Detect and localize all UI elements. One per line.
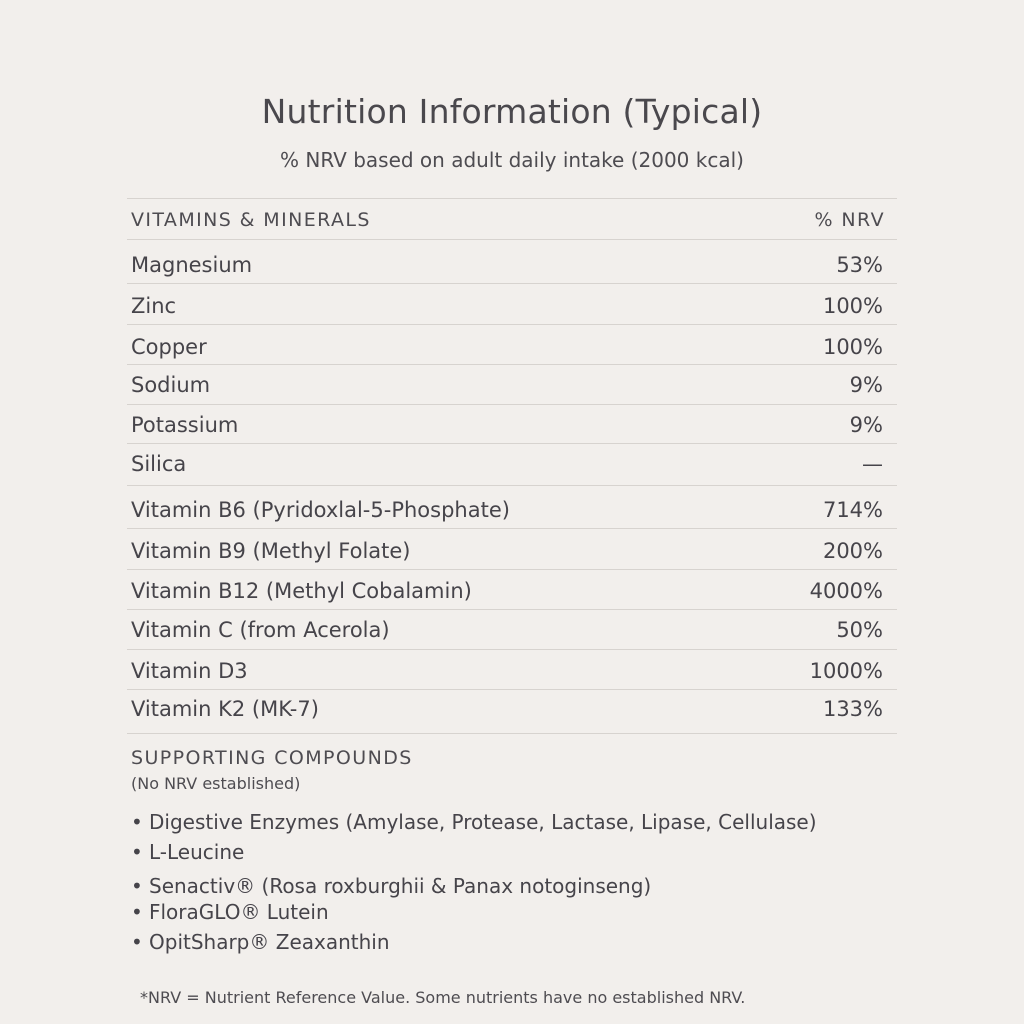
- nutrient-name: Vitamin D3: [131, 659, 248, 683]
- nutrient-name: Sodium: [131, 373, 211, 397]
- nrv-value: 53%: [836, 253, 883, 277]
- compound-name: L-Leucine: [149, 840, 245, 864]
- nutrient-name: Vitamin B12 (Methyl Cobalamin): [131, 579, 472, 603]
- nutrient-name: Silica: [131, 452, 187, 476]
- table-row: [131, 615, 883, 645]
- divider: [127, 689, 897, 690]
- compound-name: Senactiv® (Rosa roxburghii & Panax notoginseng): [149, 874, 652, 898]
- divider: [127, 324, 897, 325]
- divider: [127, 569, 897, 570]
- table-row: [131, 250, 883, 280]
- nutrient-name: Vitamin C (from Acerola): [131, 618, 390, 642]
- table-row: [131, 495, 883, 525]
- divider: [127, 404, 897, 405]
- table-row: [131, 656, 883, 686]
- table-row: [131, 694, 883, 724]
- list-item: [131, 928, 390, 956]
- list-item: [131, 872, 651, 900]
- bullet-icon: •: [131, 840, 143, 864]
- nrv-value: 9%: [849, 373, 883, 397]
- table-header: [131, 206, 885, 236]
- nutrient-name: Vitamin B6 (Pyridoxlal-5-Phosphate): [131, 498, 510, 522]
- nrv-value: 1000%: [809, 659, 883, 683]
- divider: [127, 283, 897, 284]
- footnote: *NRV = Nutrient Reference Value. Some nutrients have no established NRV.: [140, 988, 746, 1007]
- table-row: [131, 449, 883, 479]
- bullet-icon: •: [131, 900, 143, 924]
- compound-name: OpitSharp® Zeaxanthin: [149, 930, 390, 954]
- table-row: [131, 370, 883, 400]
- bullet-icon: •: [131, 810, 143, 834]
- supporting-compounds-heading: SUPPORTING COMPOUNDS: [131, 747, 413, 769]
- nutrient-name: Magnesium: [131, 253, 253, 277]
- nrv-value: 9%: [849, 413, 883, 437]
- list-item: [131, 808, 817, 836]
- divider: [127, 609, 897, 610]
- nutrient-name: Vitamin B9 (Methyl Folate): [131, 539, 411, 563]
- column-header-nrv: % NRV: [814, 209, 885, 231]
- divider: [127, 239, 897, 240]
- nrv-value: 50%: [836, 618, 883, 642]
- nrv-value: —: [862, 452, 883, 476]
- table-row: [131, 332, 883, 362]
- table-row: [131, 536, 883, 566]
- divider: [127, 443, 897, 444]
- column-header-nutrient: VITAMINS & MINERALS: [131, 209, 371, 231]
- table-row: [131, 576, 883, 606]
- divider: [127, 649, 897, 650]
- list-item: [131, 838, 244, 866]
- nutrient-name: Copper: [131, 335, 207, 359]
- list-item: [131, 898, 329, 926]
- nrv-value: 100%: [822, 335, 883, 359]
- page-subtitle: % NRV based on adult daily intake (2000 kcal): [280, 148, 744, 172]
- nutrient-name: Potassium: [131, 413, 239, 437]
- nrv-value: 4000%: [809, 579, 883, 603]
- compound-name: Digestive Enzymes (Amylase, Protease, Lactase, Lipase, Cellulase): [149, 810, 817, 834]
- page-title: Nutrition Information (Typical): [261, 92, 763, 131]
- nutrient-name: Vitamin K2 (MK-7): [131, 697, 319, 721]
- divider: [127, 528, 897, 529]
- divider: [127, 198, 897, 199]
- table-row: [131, 291, 883, 321]
- supporting-compounds-note: (No NRV established): [131, 774, 301, 793]
- divider: [127, 733, 897, 734]
- nrv-value: 133%: [822, 697, 883, 721]
- compound-name: FloraGLO® Lutein: [149, 900, 329, 924]
- divider: [127, 364, 897, 365]
- table-row: [131, 410, 883, 440]
- bullet-icon: •: [131, 874, 143, 898]
- nrv-value: 714%: [822, 498, 883, 522]
- bullet-icon: •: [131, 930, 143, 954]
- nrv-value: 200%: [822, 539, 883, 563]
- divider: [127, 485, 897, 486]
- nutrient-name: Zinc: [131, 294, 177, 318]
- nrv-value: 100%: [822, 294, 883, 318]
